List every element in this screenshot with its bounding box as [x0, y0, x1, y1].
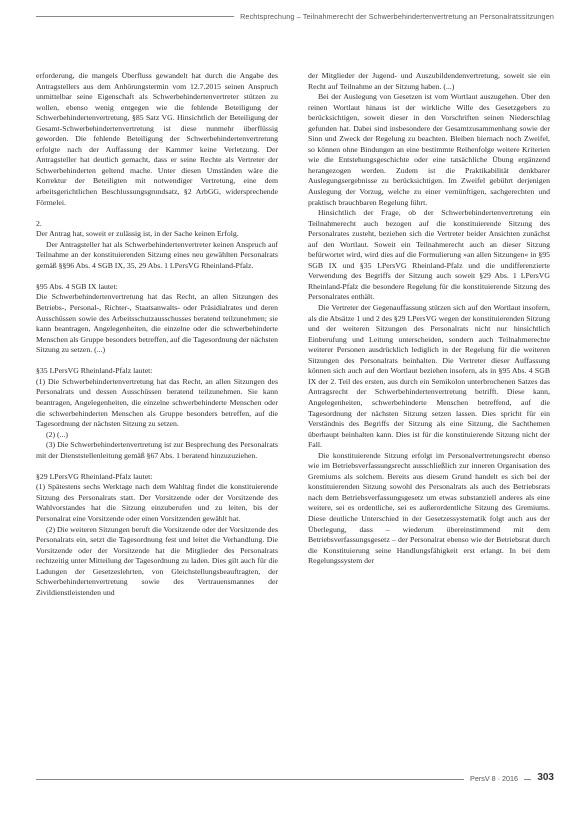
paragraph: (1) Spätestens sechs Werktage nach dem Wahltag findet die konstituierende Sitzung des Personalrats statt. Der Vorsitzende oder der Vorsitzende des Wahlvorstandes hat die Sitzung einzuberufen und zu leiten, bis der Personalrat eine Vorsitzende oder einen Vorsitzenden gewählt hat.: [36, 482, 278, 523]
page-footer: [36, 774, 554, 794]
paragraph: Bei der Auslegung von Gesetzen ist vom Wortlaut auszugehen. Über den reinen Wortlaut hinaus ist der wirkliche Wille des Gesetzgebers zu berücksichtigen, soweit dieser in den Vorschriften seinen Niederschlag gefunden hat. Dabei sind insbesondere der Gesamtzusammenhang sowie der Sinn und Zweck der Regelung zu beachten. Bleiben hiernach noch Zweifel, so können ohne Bindungen an eine bestimmte Reihenfolge weitere Kriterien wie die Entstehungsgeschichte oder eine tatsächliche Übung ergänzend herangezogen werden. Zudem ist die Praktikabilität denkbarer Auslegungsergebnisse zu berücksichtigen. Im Zweifel gebührt derjenigen Auslegung der Vorzug, welche zu einer vernünftigen, sachgerechten und praktisch brauchbaren Regelung führt.: [308, 92, 550, 207]
header-title: Rechtsprechung – Teilnahmerecht der Schwerbehindertenvertretung an Personalratssitzungen: [234, 12, 554, 21]
paragraph: Hinsichtlich der Frage, ob der Schwerbehindertenvertretung ein Teilnahmerecht auch bezogen auf die konstituierende Sitzung des Personalrates zusteht, beziehen sich die Vertreter beider Ansichten zunächst auf den Wortlaut. Soweit ein Teilnahmerecht auch an dieser Sitzung befürwortet wird, wird dies auf die Formulierung »an allen Sitzungen« in §95 SGB IX und §35 LPersVG Rheinland-Pfalz und die undifferenzierte Verwendung des Begriffs der Sitzung auch soweit §29 Abs. 1 LPersVG Rheinland-Pfalz die besondere Regelung für die konstituierende Sitzung des Personalrates enthält.: [308, 208, 550, 302]
left-column: [36, 71, 278, 598]
journal-citation: PersV 8 · 2016: [464, 774, 524, 783]
paragraph: Der Antrag hat, soweit er zulässig ist, in der Sache keinen Erfolg.: [36, 229, 239, 239]
paragraph: Die konstituierende Sitzung erfolgt im Personalvertretungsrecht ebenso wie im Betriebsverfassungsrecht ausschließlich zur inneren Organisation des Gremiums als solchem. Bereits aus diesem Grund handelt es sich bei der konstituierenden Sitzung sowohl des Personalrats als auch des Betriebsrats nach dem Betriebsverfassungsgesetz um etwas substanziell anderes als eine weitere, sei es ordentliche, sei es außerordentliche Sitzung des Gremiums. Diese deutliche Unterschied in der Gesetzessystematik folgt auch aus der Überlegung, dass – wiederum übereinstimmend mit dem Betriebsverfassungsgesetz – der Personalrat ebenso wie der Betriebsrat durch die Konstituierung seine Handlungsfähigkeit erst erlangt. In bei dem Regelungssystem der: [308, 450, 550, 566]
paragraph: §29 LPersVG Rheinland-Pfalz lautet:: [36, 471, 153, 481]
paragraph: Die Schwerbehindertenvertretung hat das Recht, an allen Sitzungen des Betriebs-, Personal-, Richter-, Staatsanwalts- oder Präsidialrates und deren Ausschüssen sowie des Arbeitsschutzausschusses beratend teilzunehmen; sie kann beantragen, Angelegenheiten, die einzelne oder die schwerbehinderte Menschen als Gruppe besonders betreffen, auf die Tagesordnung der nächsten Sitzung zu setzen. (...): [36, 292, 278, 355]
paragraph: 2.: [36, 218, 42, 228]
paragraph: §95 Abs. 4 SGB IX lautet:: [36, 281, 118, 291]
paragraph: Der Antragsteller hat als Schwerbehindertenvertreter keinen Anspruch auf Teilnahme an der konstituierenden Sitzung eines neu gewählten Personalrats gemäß §§96 Abs. 4 SGB IX, 35, 29 Abs. 1 LPersVG Rheinland-Pfalz.: [36, 239, 278, 270]
paragraph-spacer: [36, 208, 278, 219]
paragraph: erforderung, die mangels Überfluss gewandelt hat durch die Angabe des Antragstellers aus dem Anhörungstermin vom 12.7.2015 seinen Anspruch unmittelbar seine Eigenschaft als Schwerbehindertenvertreter stützen zu wollen, ebenso wenig entgegen wie die fehlende Beteiligung der Schwerbehindertenvertretung, §85 Satz VG. Hinsichtlich der Beteiligung der Gesamt-Schwerbehindertenvertretung ist diese nunmehr überflüssig geworden. Die fehlende Beteiligung der Schwerbehindertenvertretung erfolgte nach der Auffassung der Kammer keine Verletzung. Der Antragsteller hat deutlich gemacht, dass er seine Rechte als Vertreter der Schwerbehinderten geltend mache. Unter diesen Umständen wäre die Korrektur der Beteiligten mit notwendiger Vertretung, eine dem arbeitsgerichtlichen Beschlussungsgrundsatz, §2 ArbGG, widersprechende Förmelei.: [36, 71, 278, 207]
paragraph: der Mitglieder der Jugend- und Auszubildendenvertretung, soweit sie ein Recht auf Teilnahme an der Sitzung haben. (...): [308, 71, 550, 91]
right-column: [308, 71, 550, 567]
paragraph: Die Vertreter der Gegenauffassung stützen sich auf den Wortlaut insofern, als die Absätze 1 und 2 des §29 LPersVG wegen der konstituierenden Sitzung und der weiteren Sitzungen des Personalrats nicht nur hinsichtlich Einberufung und Leitung unterscheiden, sondern auch Teilnahmerechte weiterer Personen ausdrücklich lediglich in der Regelung für die weiteren Sitzungen des Personalrats beinhalten. Die Vertreter dieser Auffassung können sich auch auf den Wortlaut beziehen insofern, als in §95 Abs. 4 SGB IX der 2. Teil des ersten, aus durch ein Semikolon unterbrochenen Satzes das Antragsrecht der Schwerbehindertenvertretung betrifft. Diese kann, Angelegenheiten, schwerbehinderte Menschen betreffend, auf die Tagesordnung der nächsten Sitzung setzen lassen. Dies spricht für ein Verständnis des Begriffs der Sitzung als eine Sitzung, die Sachthemen überhaupt beinhalten kann. Dies ist für die konstituierende Sitzung nicht der Fall.: [308, 303, 550, 450]
paragraph: §35 LPersVG Rheinland-Pfalz lautet:: [36, 366, 153, 376]
paragraph: (2) Die weiteren Sitzungen beruft die Vorsitzende oder der Vorsitzende des Personalrats ein, setzt die Tagesordnung fest und leitet die Verhandlung. Die Vorsitzende oder der Vorsitzende hat die Mitglieder des Personalrats rechtzeitig unter Mitteilung der Tagesordnung zu laden. Dies gilt auch für die Ladungen der Gesetzeslehrten, von Gleichstellungsbeauftragten, der Schwerbehindertenvertretung sowie des Vertrauensmannes der Zivildienstleistenden und: [36, 524, 278, 597]
paragraph: (2) (...): [46, 429, 68, 439]
page-number: 303: [531, 772, 554, 783]
paragraph: (3) Die Schwerbehindertenvertretung ist zur Besprechung des Personalrats mit der Dienststellenleitung gemäß §67 Abs. 1 beratend hinzuzuziehen.: [36, 440, 278, 460]
running-header: [36, 12, 554, 32]
paragraph: (1) Die Schwerbehindertenvertretung hat das Recht, an allen Sitzungen des Personalrats und dessen Ausschüssen beratend teilzunehmen. Sie kann beantragen, Angelegenheiten, die einzelne schwerbehinderte Menschen oder die schwerbehinderten Menschen als Gruppe besonders betreffen, auf die Tagesordnung der nächsten Sitzung zu setzen.: [36, 376, 278, 429]
paragraph-spacer: [36, 461, 278, 472]
paragraph-spacer: [36, 271, 278, 282]
paragraph-spacer: [36, 356, 278, 367]
